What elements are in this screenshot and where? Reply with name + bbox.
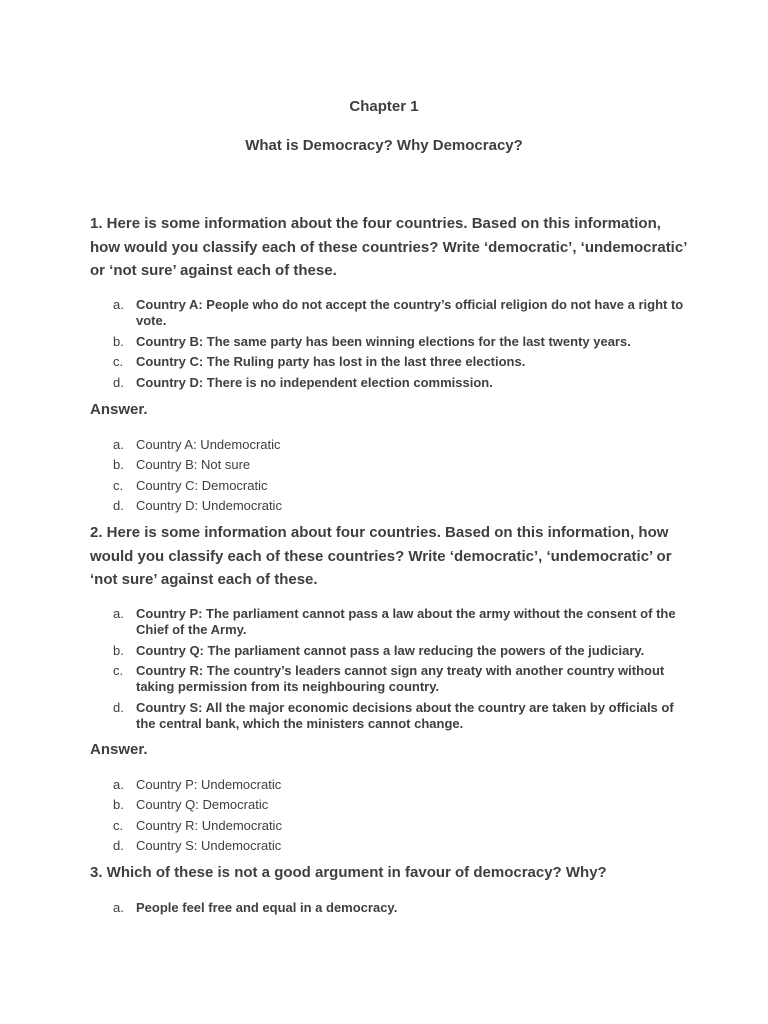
option-marker: b. [113,642,124,658]
option-marker: c. [113,354,124,369]
question-2: 2. Here is some information about four countries. Based on this information, how would you classify each of these countries? Write ‘democratic’, ‘undemocratic’ or ‘not sure’ against each of these. [90,524,672,588]
option-text: Country B: The same party has been winning elections for the last twenty years. [136,333,631,349]
answer-marker: a. [113,437,124,452]
question-2-options [0,606,690,736]
answer-marker: c. [113,817,124,833]
answer-text: Country A: Undemocratic [136,437,281,452]
option-text: Country S: All the major economic decisions about the country are taken by officials of the central bank, which the ministers cannot change. [136,699,674,731]
option-text: Country D: There is no independent election commission. [136,374,493,390]
answer-item [0,838,690,854]
option-item [0,643,690,659]
option-item [0,663,690,695]
chapter-heading: Chapter 1 [349,98,419,115]
answer-item [0,478,690,494]
answer-text: Country R: Undemocratic [136,817,282,833]
answer-label: Answer. [90,741,148,758]
answer-text: Country P: Undemocratic [136,777,282,792]
option-item [0,297,690,329]
option-text: Country R: The country’s leaders cannot sign any treaty with another country without taking permission from its neighbouring country. [136,663,665,694]
chapter-subtitle: What is Democracy? Why Democracy? [245,137,523,154]
option-item [0,606,690,638]
answer-text: Country D: Undemocratic [136,497,282,513]
answer-text: Country Q: Democratic [136,797,269,813]
answer-item [0,437,690,453]
answer-marker: c. [113,477,124,493]
option-text: Country A: People who do not accept the country’s official religion do not have a right to vote. [136,297,684,328]
answer-item [0,457,690,473]
option-text: Country P: The parliament cannot pass a law about the army without the consent of the Chief of the Army. [136,606,676,637]
answer-marker: b. [113,797,124,813]
answer-item [0,777,690,793]
answer-item [0,797,690,813]
option-item [0,900,690,916]
question-1: 1. Here is some information about the four countries. Based on this information, how would you classify each of these countries? Write ‘democratic’, ‘undemocratic’ or ‘not sure’ against each of these. [90,215,687,279]
option-marker: d. [113,374,124,390]
question-1-answers [0,437,690,518]
answer-marker: a. [113,777,124,792]
option-marker: a. [113,900,124,915]
answer-marker: b. [113,457,124,473]
option-item [0,334,690,350]
option-marker: c. [113,663,124,678]
option-marker: a. [113,297,124,312]
question-1-options [0,297,690,395]
question-2-answers [0,777,690,858]
option-marker: b. [113,333,124,349]
option-marker: d. [113,699,124,715]
option-text: Country C: The Ruling party has lost in the last three elections. [136,354,526,369]
answer-item [0,498,690,514]
answer-text: Country S: Undemocratic [136,837,282,853]
answer-label: Answer. [90,401,148,418]
answer-text: Country C: Democratic [136,477,268,493]
answer-item [0,818,690,834]
answer-text: Country B: Not sure [136,457,251,473]
option-item [0,700,690,732]
option-text: People feel free and equal in a democracy. [136,900,398,915]
option-marker: a. [113,606,124,621]
question-3-options [0,900,690,921]
option-item [0,354,690,370]
option-text: Country Q: The parliament cannot pass a law reducing the powers of the judiciary. [136,642,645,658]
answer-marker: d. [113,497,124,513]
option-item [0,375,690,391]
answer-marker: d. [113,837,124,853]
question-3: 3. Which of these is not a good argument in favour of democracy? Why? [90,864,607,881]
